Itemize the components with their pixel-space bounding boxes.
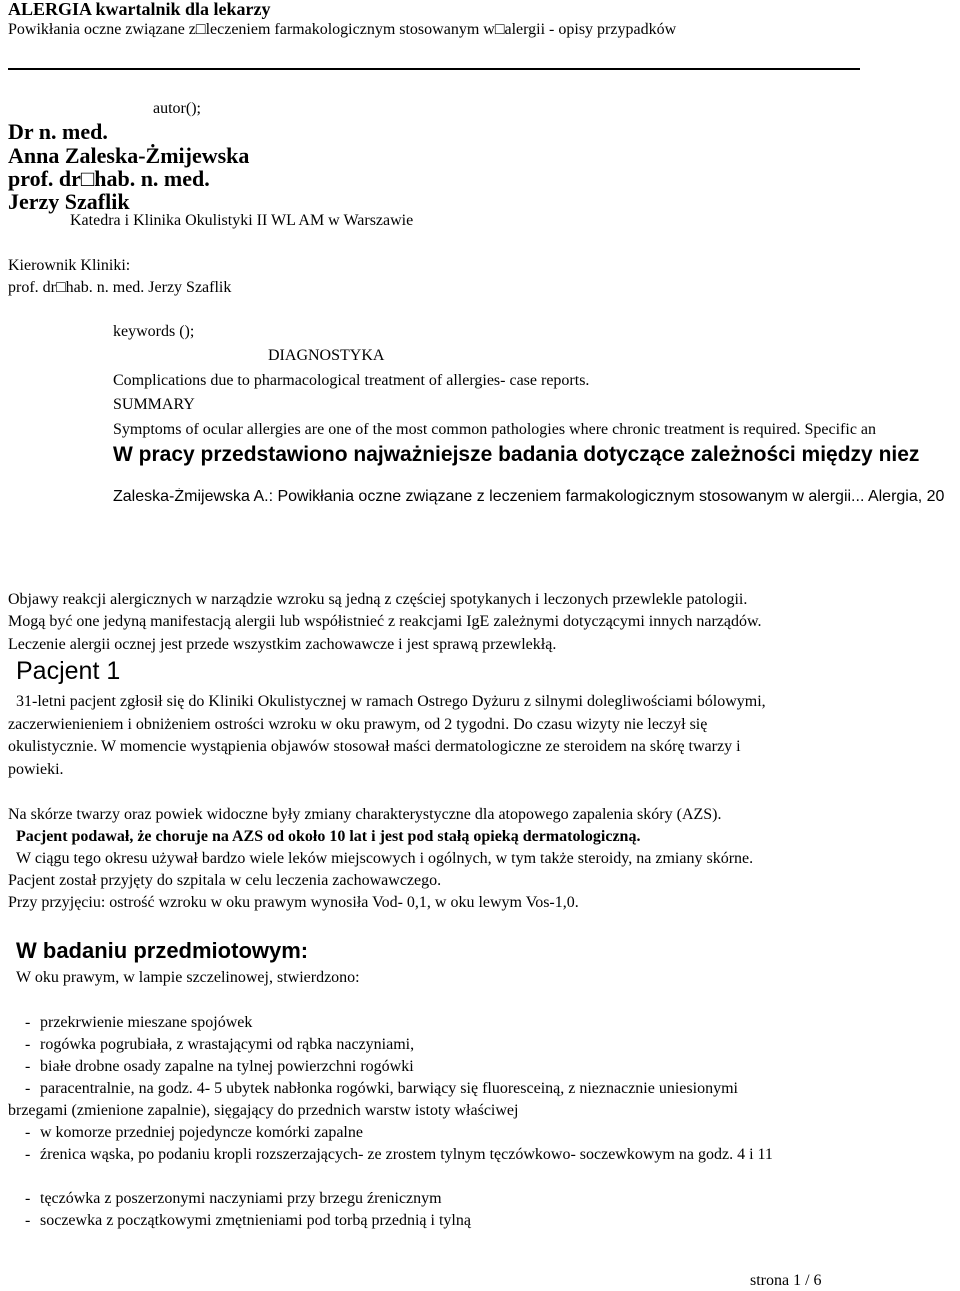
azs-history: Pacjent podawał, że choruje na AZS od około 10 lat i jest pod stałą opieką dermatologiczną. xyxy=(16,828,641,845)
exam-item xyxy=(25,1124,363,1142)
exam-item-text: rogówka pogrubiała, z wrastającymi od rąbka naczyniami, xyxy=(40,1036,415,1053)
header-divider xyxy=(8,68,860,70)
page-number: strona 1 / 6 xyxy=(750,1272,822,1289)
summary-text: Symptoms of ocular allergies are one of the most common pathologies where chronic treatment is required. Specific an xyxy=(113,421,877,438)
patient1-line-3: okulistycznie. W momencie wystąpienia objawów stosował maści dermatologiczne ze steroidem na skórę twarzy i xyxy=(8,738,741,755)
author2-name: Jerzy Szaflik xyxy=(8,189,130,214)
patient1-heading: Pacjent 1 xyxy=(16,657,121,685)
article-title: Powikłania oczne związane z□leczeniem farmakologicznym stosowanym w□alergii - opisy przypadków xyxy=(8,21,677,38)
dash-marker: - xyxy=(25,1080,31,1097)
dash-marker: - xyxy=(25,1124,31,1141)
visual-acuity: Przy przyjęciu: ostrość wzroku w oku prawym wynosiła Vod- 0,1, w oku lewym Vos-1,0. xyxy=(8,894,579,911)
diagnostyka-label: DIAGNOSTYKA xyxy=(268,347,385,364)
citation: Zaleska-Żmijewska A.: Powikłania oczne związane z leczeniem farmakologicznym stosowanym w alergii... Alergia, 20 xyxy=(113,488,945,505)
exam-item xyxy=(25,1190,442,1208)
journal-title: ALERGIA kwartalnik dla lekarzy xyxy=(8,0,271,19)
exam-item-text: tęczówka z poszerzonymi naczyniami przy brzegu źrenicznym xyxy=(40,1190,442,1207)
summary-headline: W pracy przedstawiono najważniejsze badania dotyczące zależności między niez xyxy=(113,443,920,466)
dash-marker: - xyxy=(25,1190,31,1207)
exam-item-text: w komorze przedniej pojedyncze komórki zapalne xyxy=(40,1124,363,1141)
patient1-line-4: powieki. xyxy=(8,761,64,778)
intro-line-1: Objawy reakcji alergicznych w narządzie wzroku są jedną z częściej spotykanych i leczonych przewlekle patologii. xyxy=(8,591,748,608)
author1-title: Dr n. med. xyxy=(8,119,108,144)
exam-item xyxy=(25,1014,252,1032)
summary-label: SUMMARY xyxy=(113,396,195,413)
exam-item xyxy=(25,1146,860,1164)
exam-item-text: przekrwienie mieszane spojówek xyxy=(40,1014,253,1031)
exam-item xyxy=(25,1080,738,1098)
patient1-line-1: 31-letni pacjent zgłosił się do Kliniki Okulistycznej w ramach Ostrego Dyżuru z silnymi dolegliwościami bólowymi, xyxy=(16,693,766,710)
exam-item-text: soczewka z początkowymi zmętnieniami pod torbą przednią i tylną xyxy=(40,1212,471,1229)
dash-marker: - xyxy=(25,1014,31,1031)
exam-item xyxy=(25,1212,471,1230)
dash-marker: - xyxy=(25,1058,31,1075)
complications-title: Complications due to pharmacological treatment of allergies- case reports. xyxy=(113,372,590,389)
intro-line-3: Leczenie alergii ocznej jest przede wszystkim zachowawcze i jest sprawą przewlekłą. xyxy=(8,636,557,653)
intro-line-2: Mogą być one jedyną manifestacją alergii lub współistnieć z reakcjami IgE zależnymi dotyczącymi innych narządów. xyxy=(8,613,762,630)
head-label: Kierownik Kliniki: xyxy=(8,257,131,274)
exam-item-text: białe drobne osady zapalne na tylnej powierzchni rogówki xyxy=(40,1058,414,1075)
author1-name: Anna Zaleska-Żmijewska xyxy=(8,143,250,168)
patient1-line-2: zaczerwienieniem i obniżeniem ostrości wzroku w oku prawym, od 2 tygodni. Do czasu wizyty nie leczył się xyxy=(8,716,708,733)
exam-item-text: paracentralnie, na godz. 4- 5 ubytek nabłonka rogówki, barwiący się fluoresceiną, z nieznacznie uniesionymi xyxy=(40,1080,738,1097)
dash-marker: - xyxy=(25,1212,31,1229)
drug-history: W ciągu tego okresu używał bardzo wiele leków miejscowych i ogólnych, w tym także steroidy, na zmiany skórne. xyxy=(16,850,754,867)
exam-item-text: źrenica wąska, po podaniu kropli rozszerzających- ze zrostem tylnym tęczówkowo- soczewkowym na godz. 4 i 11 xyxy=(40,1146,773,1163)
affiliation: Katedra i Klinika Okulistyki II WL AM w Warszawie xyxy=(70,212,414,229)
dash-marker: - xyxy=(25,1146,31,1163)
head-name: prof. dr□hab. n. med. Jerzy Szaflik xyxy=(8,279,232,296)
exam-item xyxy=(25,1058,414,1076)
autor-function: autor(); xyxy=(153,100,201,117)
admission-note: Pacjent został przyjęty do szpitala w celu leczenia zachowawczego. xyxy=(8,872,442,889)
keywords-function: keywords (); xyxy=(113,323,195,340)
dash-marker: - xyxy=(25,1036,31,1053)
author2-title: prof. dr□hab. n. med. xyxy=(8,166,210,191)
exam-item-continuation: brzegami (zmienione zapalnie), sięgający do przednich warstw istoty właściwej xyxy=(8,1102,519,1119)
skin-findings: Na skórze twarzy oraz powiek widoczne były zmiany charakterystyczne dla atopowego zapalenia skóry (AZS). xyxy=(8,806,722,823)
exam-item xyxy=(25,1036,414,1054)
exam-intro: W oku prawym, w lampie szczelinowej, stwierdzono: xyxy=(16,969,360,986)
exam-heading: W badaniu przedmiotowym: xyxy=(16,938,309,963)
